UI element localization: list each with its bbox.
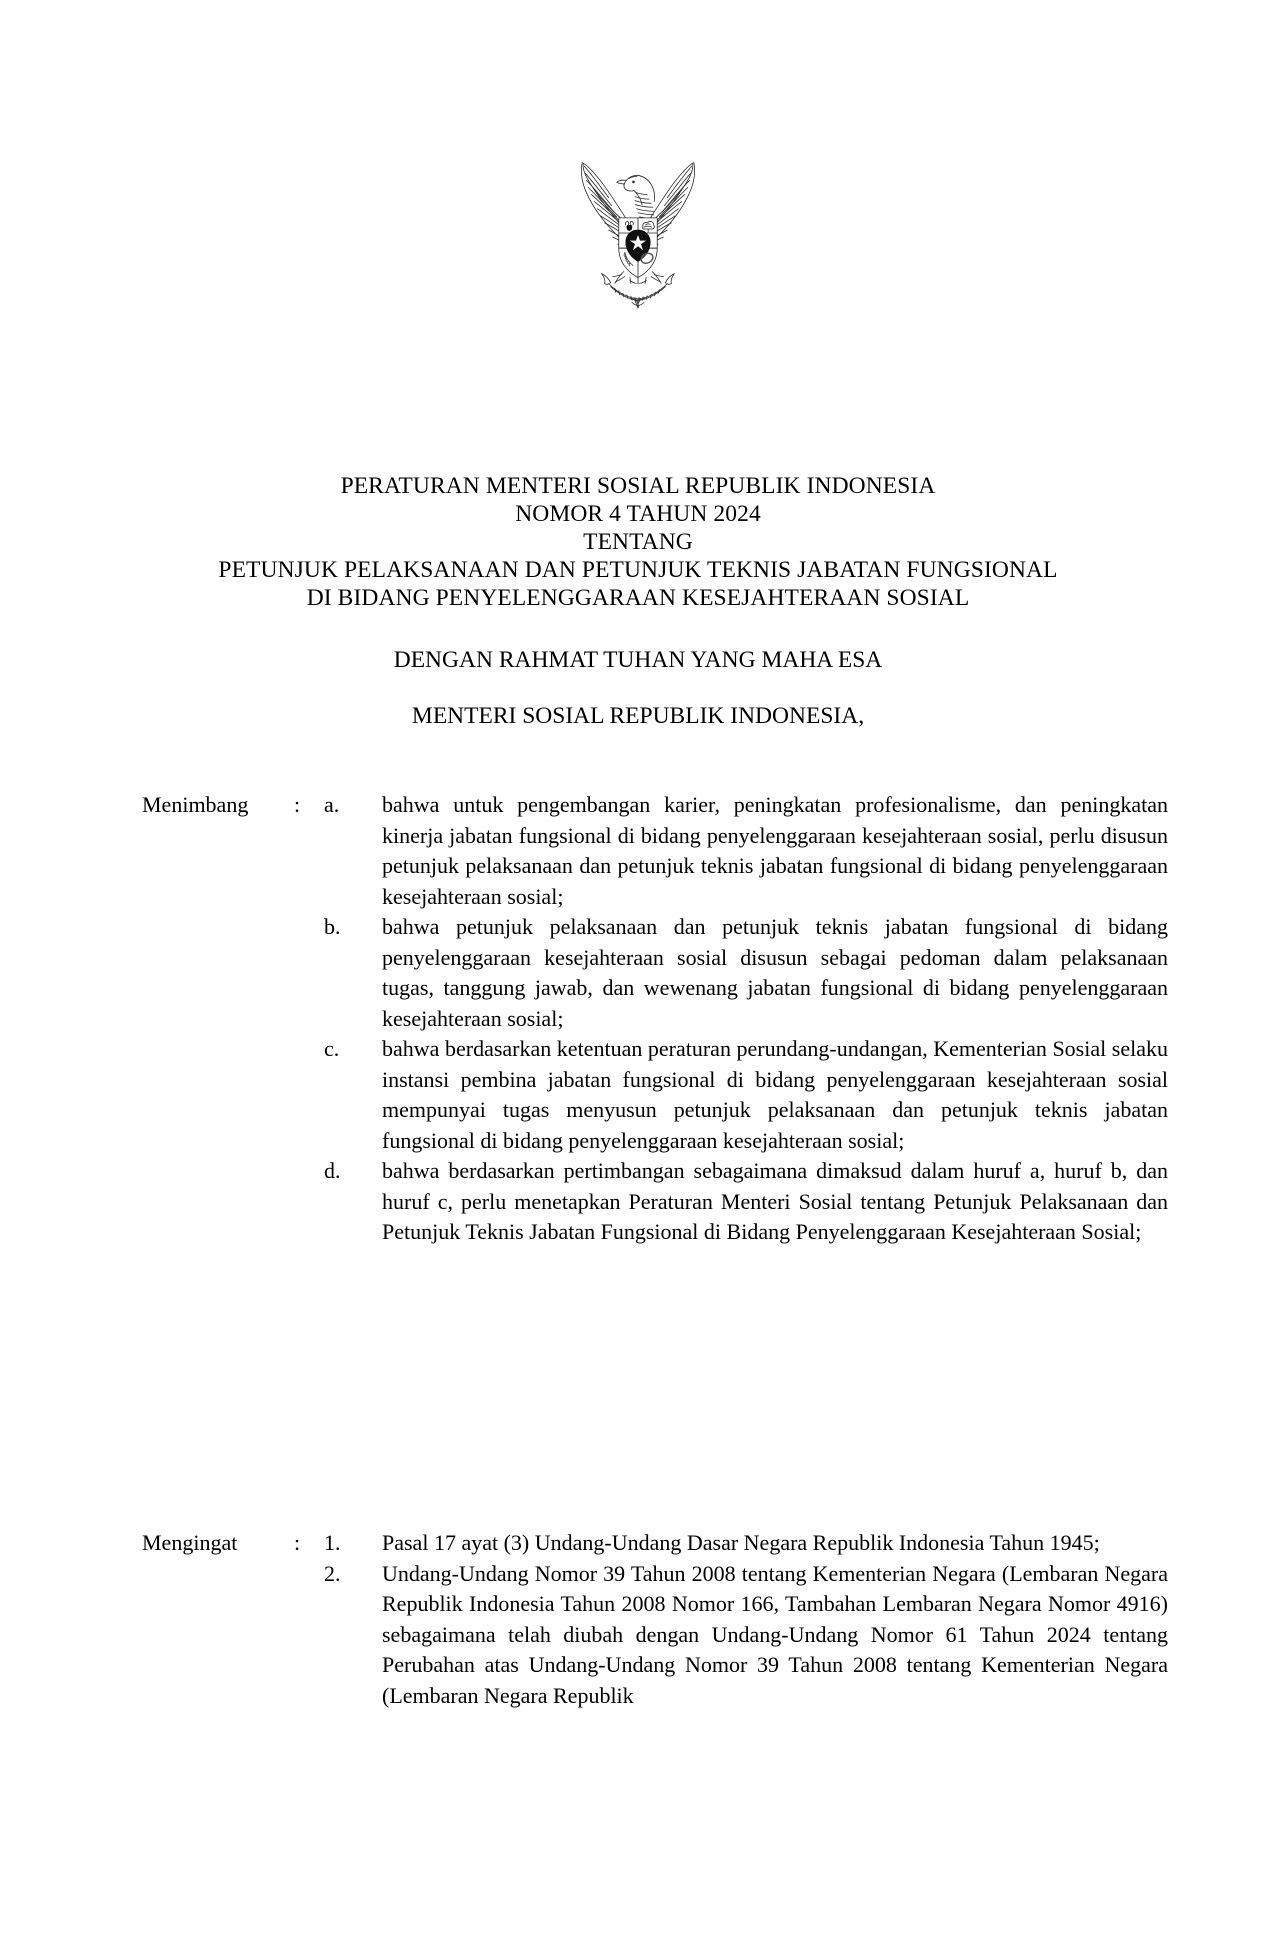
item-text-a: bahwa untuk pengembangan karier, peningkatan profesionalisme, dan peningkatan kinerja jabatan fungsional di bidang penyelenggaraan kesejahteraan sosial, perlu disusun petunjuk pelaksanaan dan petunjuk teknis jabatan fungsional di bidang penyelenggaraan kesejahteraan sosial; (382, 792, 1168, 909)
title-line-peraturan: PERATURAN MENTERI SOSIAL REPUBLIK INDONESIA (340, 473, 936, 499)
menimbang-item-list (324, 790, 1276, 1248)
preamble-spacer (88, 675, 1188, 702)
mengingat-section (0, 1528, 1276, 1711)
title-line-subject-2: DI BIDANG PENYELENGGARAAN KESEJAHTERAAN SOSIAL (306, 585, 970, 611)
issuer-line: MENTERI SOSIAL REPUBLIK INDONESIA, (411, 703, 865, 729)
item-marker-1: 1. (324, 1530, 341, 1555)
item-marker-2: 2. (324, 1560, 341, 1586)
menimbang-colon: : (294, 792, 301, 817)
list-item (324, 912, 1168, 1034)
item-text-d: bahwa berdasarkan pertimbangan sebagaimana dimaksud dalam huruf a, huruf b, dan huruf c, perlu menetapkan Peraturan Menteri Sosial tentang Petunjuk Pelaksanaan dan Petunjuk Teknis Jabatan Fungsional di Bidang Penyelenggaraan Kesejahteraan Sosial; (382, 1158, 1168, 1244)
title-line-tentang: TENTANG (583, 529, 693, 555)
item-marker-b: b. (324, 914, 341, 939)
mengingat-label: Mengingat (142, 1530, 238, 1555)
item-text-2: Undang-Undang Nomor 39 Tahun 2008 tentang Kementerian Negara (Lembaran Negara Republik Indonesia Tahun 2008 Nomor 166, Tambahan Lembaran Negara Nomor 4916) sebagaimana telah diubah dengan Undang-Undang Nomor 61 Tahun 2024 tentang Perubahan atas Undang-Undang Nomor 39 Tahun 2008 tentang Kementerian Negara (Lembaran Negara Republik (382, 1560, 1168, 1708)
title-line-nomor: NOMOR 4 TAHUN 2024 (515, 501, 761, 527)
list-item (324, 1156, 1168, 1248)
menimbang-label: Menimbang (142, 792, 249, 817)
list-item (324, 1559, 1168, 1712)
item-text-1: Pasal 17 ayat (3) Undang-Undang Dasar Negara Republik Indonesia Tahun 1945; (382, 1530, 1100, 1555)
mengingat-row (0, 1528, 1276, 1711)
item-text-b: bahwa petunjuk pelaksanaan dan petunjuk teknis jabatan fungsional di bidang penyelenggaraan kesejahteraan sosial disusun sebagai pedoman dalam pelaksanaan tugas, tanggung jawab, dan wewenang jabatan fungsional di bidang penyelenggaraan kesejahteraan sosial; (382, 914, 1168, 1031)
item-marker-c: c. (324, 1036, 340, 1061)
mengingat-item-list (324, 1528, 1276, 1711)
list-item (324, 1034, 1168, 1156)
garuda-pancasila-emblem (562, 148, 714, 313)
document-title-block (88, 472, 1188, 612)
emblem-container (0, 148, 1276, 318)
title-line-subject-1: PETUNJUK PELAKSANAAN DAN PETUNJUK TEKNIS JABATAN FUNGSIONAL (218, 557, 1058, 583)
menimbang-row (0, 790, 1276, 1248)
item-text-c: bahwa berdasarkan ketentuan peraturan perundang-undangan, Kementerian Sosial selaku instansi pembina jabatan fungsional di bidang penyelenggaraan kesejahteraan sosial mempunyai tugas menyusun petunjuk pelaksanaan dan petunjuk teknis jabatan fungsional di bidang penyelenggaraan kesejahteraan sosial; (382, 1036, 1168, 1153)
list-item (324, 1528, 1168, 1559)
mengingat-colon: : (294, 1530, 301, 1555)
item-marker-a: a. (324, 792, 340, 817)
list-item (324, 790, 1168, 912)
item-marker-d: d. (324, 1158, 341, 1183)
invocation-line: DENGAN RAHMAT TUHAN YANG MAHA ESA (393, 647, 883, 673)
document-preamble-block (88, 646, 1188, 731)
menimbang-section (0, 790, 1276, 1248)
